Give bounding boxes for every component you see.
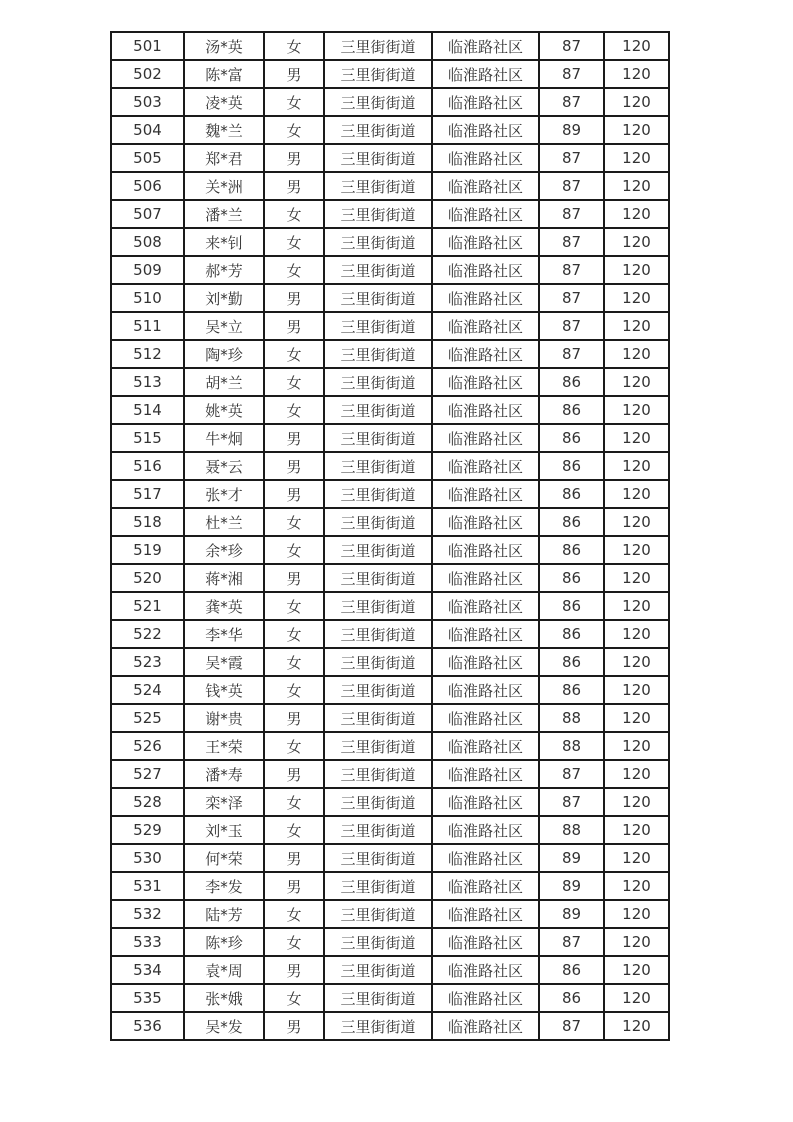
- cell-community: 临淮路社区: [432, 144, 539, 172]
- cell-masked-name: 蒋*湘: [184, 564, 264, 592]
- cell-street: 三里街街道: [324, 228, 432, 256]
- cell-serial-number: 524: [111, 676, 184, 704]
- table-row: [111, 508, 669, 536]
- cell-full-score: 120: [604, 816, 669, 844]
- table-row: [111, 396, 669, 424]
- cell-serial-number: 516: [111, 452, 184, 480]
- table-row: [111, 452, 669, 480]
- cell-gender: 女: [264, 32, 324, 60]
- table-row: [111, 368, 669, 396]
- cell-gender: 男: [264, 144, 324, 172]
- cell-score: 88: [539, 704, 604, 732]
- cell-street: 三里街街道: [324, 452, 432, 480]
- cell-gender: 男: [264, 424, 324, 452]
- cell-score: 86: [539, 368, 604, 396]
- cell-score: 86: [539, 396, 604, 424]
- cell-community: 临淮路社区: [432, 676, 539, 704]
- cell-masked-name: 王*荣: [184, 732, 264, 760]
- cell-full-score: 120: [604, 844, 669, 872]
- cell-gender: 男: [264, 872, 324, 900]
- cell-serial-number: 514: [111, 396, 184, 424]
- cell-gender: 男: [264, 172, 324, 200]
- cell-serial-number: 535: [111, 984, 184, 1012]
- cell-full-score: 120: [604, 396, 669, 424]
- cell-street: 三里街街道: [324, 340, 432, 368]
- cell-masked-name: 李*华: [184, 620, 264, 648]
- cell-full-score: 120: [604, 368, 669, 396]
- cell-gender: 女: [264, 256, 324, 284]
- cell-serial-number: 526: [111, 732, 184, 760]
- cell-serial-number: 515: [111, 424, 184, 452]
- cell-masked-name: 栾*泽: [184, 788, 264, 816]
- cell-masked-name: 牛*炯: [184, 424, 264, 452]
- cell-serial-number: 502: [111, 60, 184, 88]
- cell-score: 86: [539, 592, 604, 620]
- table-row: [111, 844, 669, 872]
- cell-serial-number: 528: [111, 788, 184, 816]
- cell-community: 临淮路社区: [432, 928, 539, 956]
- cell-serial-number: 513: [111, 368, 184, 396]
- cell-full-score: 120: [604, 284, 669, 312]
- cell-score: 89: [539, 844, 604, 872]
- cell-community: 临淮路社区: [432, 620, 539, 648]
- table-row: [111, 676, 669, 704]
- cell-street: 三里街街道: [324, 480, 432, 508]
- cell-score: 86: [539, 564, 604, 592]
- cell-full-score: 120: [604, 620, 669, 648]
- cell-gender: 女: [264, 368, 324, 396]
- cell-gender: 女: [264, 508, 324, 536]
- table-row: [111, 788, 669, 816]
- table-row: [111, 144, 669, 172]
- cell-gender: 女: [264, 788, 324, 816]
- cell-community: 临淮路社区: [432, 788, 539, 816]
- cell-street: 三里街街道: [324, 788, 432, 816]
- cell-street: 三里街街道: [324, 620, 432, 648]
- cell-gender: 女: [264, 676, 324, 704]
- cell-full-score: 120: [604, 536, 669, 564]
- table-row: [111, 200, 669, 228]
- cell-community: 临淮路社区: [432, 88, 539, 116]
- cell-score: 87: [539, 228, 604, 256]
- cell-gender: 男: [264, 956, 324, 984]
- cell-street: 三里街街道: [324, 732, 432, 760]
- cell-score: 87: [539, 32, 604, 60]
- cell-community: 临淮路社区: [432, 648, 539, 676]
- cell-gender: 女: [264, 620, 324, 648]
- cell-masked-name: 关*洲: [184, 172, 264, 200]
- cell-street: 三里街街道: [324, 284, 432, 312]
- cell-community: 临淮路社区: [432, 256, 539, 284]
- cell-full-score: 120: [604, 452, 669, 480]
- cell-full-score: 120: [604, 900, 669, 928]
- cell-serial-number: 509: [111, 256, 184, 284]
- cell-street: 三里街街道: [324, 172, 432, 200]
- cell-score: 87: [539, 312, 604, 340]
- roster-table: [110, 31, 670, 1041]
- cell-score: 87: [539, 60, 604, 88]
- cell-street: 三里街街道: [324, 116, 432, 144]
- cell-gender: 女: [264, 116, 324, 144]
- cell-community: 临淮路社区: [432, 984, 539, 1012]
- cell-masked-name: 余*珍: [184, 536, 264, 564]
- cell-gender: 男: [264, 480, 324, 508]
- cell-full-score: 120: [604, 200, 669, 228]
- cell-full-score: 120: [604, 760, 669, 788]
- cell-community: 临淮路社区: [432, 452, 539, 480]
- cell-street: 三里街街道: [324, 872, 432, 900]
- cell-full-score: 120: [604, 928, 669, 956]
- table-row: [111, 88, 669, 116]
- cell-score: 86: [539, 956, 604, 984]
- cell-masked-name: 陆*芳: [184, 900, 264, 928]
- cell-gender: 男: [264, 312, 324, 340]
- cell-full-score: 120: [604, 648, 669, 676]
- table-row: [111, 816, 669, 844]
- cell-serial-number: 511: [111, 312, 184, 340]
- cell-street: 三里街街道: [324, 256, 432, 284]
- cell-community: 临淮路社区: [432, 60, 539, 88]
- cell-masked-name: 袁*周: [184, 956, 264, 984]
- cell-street: 三里街街道: [324, 844, 432, 872]
- cell-full-score: 120: [604, 788, 669, 816]
- roster-table-body: [111, 32, 669, 1040]
- cell-gender: 女: [264, 396, 324, 424]
- cell-score: 86: [539, 536, 604, 564]
- cell-gender: 女: [264, 648, 324, 676]
- cell-street: 三里街街道: [324, 396, 432, 424]
- cell-gender: 女: [264, 816, 324, 844]
- cell-score: 87: [539, 1012, 604, 1040]
- cell-masked-name: 李*发: [184, 872, 264, 900]
- cell-gender: 女: [264, 592, 324, 620]
- cell-gender: 女: [264, 200, 324, 228]
- cell-community: 临淮路社区: [432, 508, 539, 536]
- cell-serial-number: 519: [111, 536, 184, 564]
- table-row: [111, 116, 669, 144]
- cell-score: 86: [539, 480, 604, 508]
- table-row: [111, 424, 669, 452]
- cell-masked-name: 张*才: [184, 480, 264, 508]
- cell-masked-name: 陶*珍: [184, 340, 264, 368]
- table-row: [111, 32, 669, 60]
- cell-gender: 女: [264, 228, 324, 256]
- cell-masked-name: 潘*兰: [184, 200, 264, 228]
- cell-gender: 女: [264, 984, 324, 1012]
- table-row: [111, 340, 669, 368]
- table-row: [111, 732, 669, 760]
- cell-community: 临淮路社区: [432, 816, 539, 844]
- table-row: [111, 872, 669, 900]
- table-row: [111, 564, 669, 592]
- table-row: [111, 928, 669, 956]
- cell-serial-number: 504: [111, 116, 184, 144]
- cell-gender: 女: [264, 928, 324, 956]
- cell-street: 三里街街道: [324, 60, 432, 88]
- cell-score: 88: [539, 816, 604, 844]
- cell-full-score: 120: [604, 564, 669, 592]
- cell-full-score: 120: [604, 228, 669, 256]
- cell-score: 86: [539, 424, 604, 452]
- cell-community: 临淮路社区: [432, 396, 539, 424]
- cell-serial-number: 501: [111, 32, 184, 60]
- cell-street: 三里街街道: [324, 536, 432, 564]
- cell-street: 三里街街道: [324, 312, 432, 340]
- cell-score: 87: [539, 256, 604, 284]
- cell-full-score: 120: [604, 88, 669, 116]
- cell-score: 87: [539, 88, 604, 116]
- cell-score: 87: [539, 788, 604, 816]
- cell-masked-name: 陈*珍: [184, 928, 264, 956]
- cell-serial-number: 525: [111, 704, 184, 732]
- cell-score: 86: [539, 648, 604, 676]
- cell-score: 87: [539, 928, 604, 956]
- cell-masked-name: 凌*英: [184, 88, 264, 116]
- cell-gender: 女: [264, 732, 324, 760]
- cell-street: 三里街街道: [324, 592, 432, 620]
- cell-serial-number: 530: [111, 844, 184, 872]
- table-row: [111, 228, 669, 256]
- cell-gender: 男: [264, 452, 324, 480]
- cell-full-score: 120: [604, 32, 669, 60]
- cell-street: 三里街街道: [324, 564, 432, 592]
- cell-community: 临淮路社区: [432, 592, 539, 620]
- cell-score: 87: [539, 144, 604, 172]
- cell-street: 三里街街道: [324, 32, 432, 60]
- cell-score: 87: [539, 760, 604, 788]
- cell-serial-number: 518: [111, 508, 184, 536]
- cell-full-score: 120: [604, 480, 669, 508]
- table-row: [111, 480, 669, 508]
- cell-street: 三里街街道: [324, 88, 432, 116]
- cell-street: 三里街街道: [324, 676, 432, 704]
- cell-masked-name: 陈*富: [184, 60, 264, 88]
- cell-score: 89: [539, 872, 604, 900]
- cell-masked-name: 何*荣: [184, 844, 264, 872]
- cell-score: 89: [539, 900, 604, 928]
- cell-street: 三里街街道: [324, 1012, 432, 1040]
- cell-masked-name: 潘*寿: [184, 760, 264, 788]
- cell-community: 临淮路社区: [432, 368, 539, 396]
- cell-serial-number: 521: [111, 592, 184, 620]
- cell-full-score: 120: [604, 256, 669, 284]
- cell-community: 临淮路社区: [432, 900, 539, 928]
- cell-street: 三里街街道: [324, 984, 432, 1012]
- table-row: [111, 900, 669, 928]
- cell-gender: 女: [264, 88, 324, 116]
- cell-street: 三里街街道: [324, 200, 432, 228]
- table-row: [111, 536, 669, 564]
- cell-community: 临淮路社区: [432, 200, 539, 228]
- cell-street: 三里街街道: [324, 508, 432, 536]
- cell-gender: 男: [264, 844, 324, 872]
- cell-gender: 男: [264, 760, 324, 788]
- cell-masked-name: 郑*君: [184, 144, 264, 172]
- cell-community: 临淮路社区: [432, 872, 539, 900]
- cell-full-score: 120: [604, 676, 669, 704]
- table-row: [111, 620, 669, 648]
- cell-gender: 女: [264, 900, 324, 928]
- cell-score: 86: [539, 620, 604, 648]
- cell-street: 三里街街道: [324, 956, 432, 984]
- cell-serial-number: 523: [111, 648, 184, 676]
- cell-full-score: 120: [604, 704, 669, 732]
- cell-full-score: 120: [604, 144, 669, 172]
- cell-masked-name: 龚*英: [184, 592, 264, 620]
- table-row: [111, 704, 669, 732]
- cell-masked-name: 吴*发: [184, 1012, 264, 1040]
- cell-serial-number: 503: [111, 88, 184, 116]
- cell-community: 临淮路社区: [432, 844, 539, 872]
- cell-masked-name: 钱*英: [184, 676, 264, 704]
- cell-full-score: 120: [604, 956, 669, 984]
- cell-street: 三里街街道: [324, 900, 432, 928]
- table-row: [111, 592, 669, 620]
- cell-full-score: 120: [604, 172, 669, 200]
- cell-street: 三里街街道: [324, 704, 432, 732]
- cell-score: 86: [539, 452, 604, 480]
- cell-full-score: 120: [604, 732, 669, 760]
- cell-gender: 男: [264, 284, 324, 312]
- cell-score: 87: [539, 284, 604, 312]
- table-row: [111, 256, 669, 284]
- table-row: [111, 172, 669, 200]
- cell-masked-name: 郝*芳: [184, 256, 264, 284]
- cell-serial-number: 508: [111, 228, 184, 256]
- cell-masked-name: 来*钊: [184, 228, 264, 256]
- cell-serial-number: 533: [111, 928, 184, 956]
- cell-gender: 男: [264, 1012, 324, 1040]
- cell-full-score: 120: [604, 984, 669, 1012]
- cell-serial-number: 520: [111, 564, 184, 592]
- cell-masked-name: 谢*贵: [184, 704, 264, 732]
- cell-serial-number: 507: [111, 200, 184, 228]
- table-row: [111, 956, 669, 984]
- cell-gender: 女: [264, 340, 324, 368]
- cell-full-score: 120: [604, 340, 669, 368]
- cell-serial-number: 534: [111, 956, 184, 984]
- cell-masked-name: 刘*玉: [184, 816, 264, 844]
- cell-serial-number: 517: [111, 480, 184, 508]
- cell-serial-number: 527: [111, 760, 184, 788]
- cell-masked-name: 刘*勤: [184, 284, 264, 312]
- cell-street: 三里街街道: [324, 368, 432, 396]
- cell-masked-name: 魏*兰: [184, 116, 264, 144]
- cell-gender: 男: [264, 60, 324, 88]
- cell-full-score: 120: [604, 1012, 669, 1040]
- table-row: [111, 984, 669, 1012]
- cell-community: 临淮路社区: [432, 172, 539, 200]
- table-row: [111, 760, 669, 788]
- cell-full-score: 120: [604, 312, 669, 340]
- cell-serial-number: 529: [111, 816, 184, 844]
- cell-full-score: 120: [604, 116, 669, 144]
- cell-community: 临淮路社区: [432, 228, 539, 256]
- cell-masked-name: 张*娥: [184, 984, 264, 1012]
- cell-full-score: 120: [604, 872, 669, 900]
- cell-masked-name: 姚*英: [184, 396, 264, 424]
- cell-masked-name: 汤*英: [184, 32, 264, 60]
- table-row: [111, 312, 669, 340]
- table-row: [111, 60, 669, 88]
- cell-community: 临淮路社区: [432, 32, 539, 60]
- cell-score: 89: [539, 116, 604, 144]
- cell-score: 86: [539, 508, 604, 536]
- table-row: [111, 648, 669, 676]
- cell-gender: 男: [264, 564, 324, 592]
- cell-serial-number: 505: [111, 144, 184, 172]
- cell-community: 临淮路社区: [432, 956, 539, 984]
- cell-street: 三里街街道: [324, 648, 432, 676]
- cell-community: 临淮路社区: [432, 284, 539, 312]
- cell-full-score: 120: [604, 424, 669, 452]
- cell-street: 三里街街道: [324, 816, 432, 844]
- cell-community: 临淮路社区: [432, 704, 539, 732]
- cell-community: 临淮路社区: [432, 564, 539, 592]
- cell-community: 临淮路社区: [432, 116, 539, 144]
- table-row: [111, 1012, 669, 1040]
- cell-serial-number: 510: [111, 284, 184, 312]
- cell-score: 87: [539, 340, 604, 368]
- cell-community: 临淮路社区: [432, 732, 539, 760]
- cell-gender: 男: [264, 704, 324, 732]
- cell-community: 临淮路社区: [432, 312, 539, 340]
- cell-score: 86: [539, 676, 604, 704]
- cell-score: 87: [539, 200, 604, 228]
- cell-full-score: 120: [604, 508, 669, 536]
- cell-masked-name: 杜*兰: [184, 508, 264, 536]
- cell-community: 临淮路社区: [432, 536, 539, 564]
- cell-gender: 女: [264, 536, 324, 564]
- cell-score: 86: [539, 984, 604, 1012]
- cell-serial-number: 512: [111, 340, 184, 368]
- cell-serial-number: 531: [111, 872, 184, 900]
- cell-serial-number: 536: [111, 1012, 184, 1040]
- cell-masked-name: 胡*兰: [184, 368, 264, 396]
- cell-street: 三里街街道: [324, 144, 432, 172]
- cell-serial-number: 522: [111, 620, 184, 648]
- cell-score: 87: [539, 172, 604, 200]
- cell-community: 临淮路社区: [432, 1012, 539, 1040]
- cell-serial-number: 532: [111, 900, 184, 928]
- cell-full-score: 120: [604, 592, 669, 620]
- cell-street: 三里街街道: [324, 760, 432, 788]
- cell-serial-number: 506: [111, 172, 184, 200]
- cell-masked-name: 吴*霞: [184, 648, 264, 676]
- cell-full-score: 120: [604, 60, 669, 88]
- cell-community: 临淮路社区: [432, 424, 539, 452]
- cell-community: 临淮路社区: [432, 480, 539, 508]
- cell-street: 三里街街道: [324, 424, 432, 452]
- cell-community: 临淮路社区: [432, 760, 539, 788]
- cell-community: 临淮路社区: [432, 340, 539, 368]
- cell-masked-name: 吴*立: [184, 312, 264, 340]
- cell-street: 三里街街道: [324, 928, 432, 956]
- cell-score: 88: [539, 732, 604, 760]
- table-row: [111, 284, 669, 312]
- cell-masked-name: 聂*云: [184, 452, 264, 480]
